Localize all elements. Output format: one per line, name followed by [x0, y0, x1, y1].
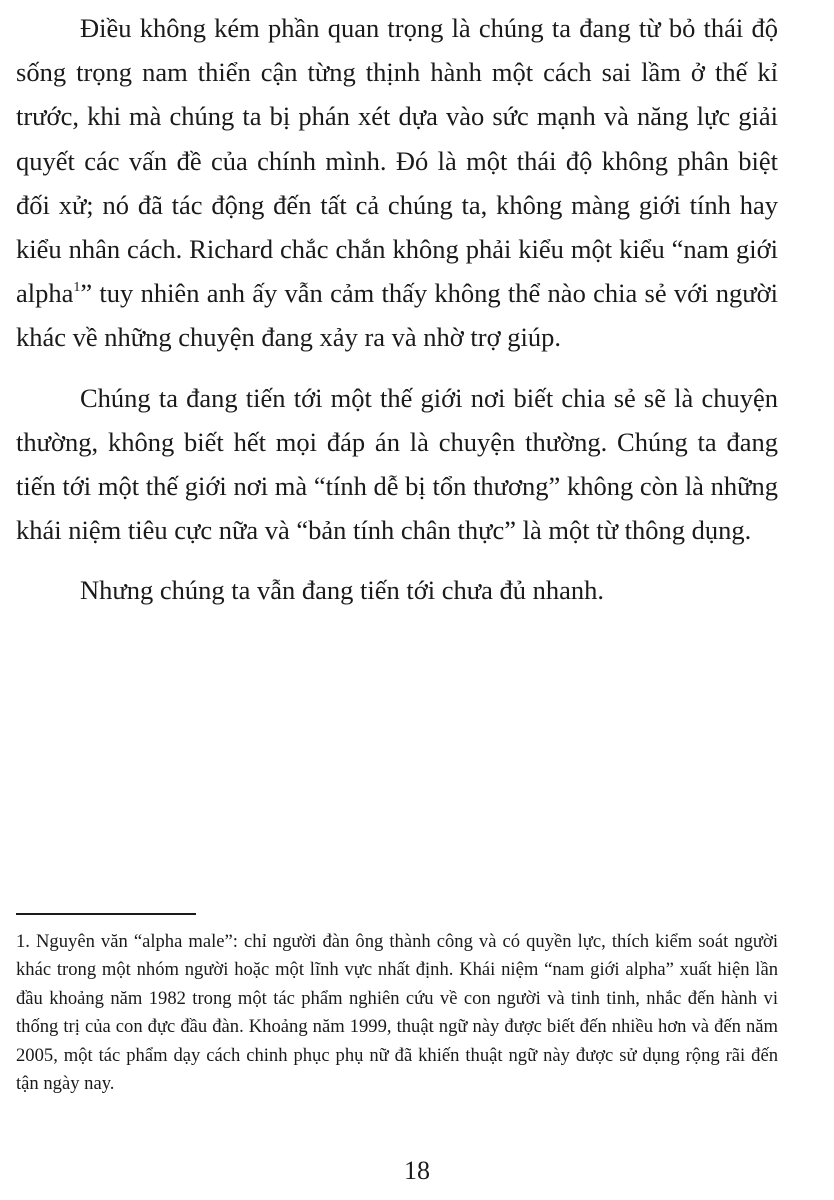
footnote-reference: 1 — [73, 280, 81, 296]
paragraph-1-text-b: ” tuy nhiên anh ấy vẫn cảm thấy không thể nào chia sẻ với người khác về những chuyện đang xảy ra và nhờ trợ giúp. — [16, 278, 778, 353]
main-text — [16, 6, 778, 629]
paragraph-1-text-a: Điều không kém phần quan trọng là chúng ta đang từ bỏ thái độ sống trọng nam thiển cận từng thịnh hành một cách sai lầm ở thế kỉ trước, khi mà chúng ta bị phán xét dựa vào sức mạnh và năng lực giải quyết các vấn đề của chính mình. Đó là một thái độ không phân biệt đối xử; nó đã tác động đến tất cả chúng ta, không màng giới tính hay kiểu nhân cách. Richard chắc chắn không phải kiểu một kiểu “nam giới alpha — [16, 13, 778, 309]
page-number: 18 — [404, 1156, 430, 1185]
footnote-divider — [16, 913, 196, 915]
paragraph-1 — [16, 6, 778, 360]
footnote: 1. Nguyên văn “alpha male”: chỉ người đàn ông thành công và có quyền lực, thích kiểm soát người khác trong một nhóm người hoặc một lĩnh vực nhất định. Khái niệm “nam giới alpha” xuất hiện lần đầu khoảng năm 1982 trong một tác phẩm nghiên cứu về con người và tinh tinh, nhắc đến hành vi thống trị của con đực đầu đàn. Khoảng năm 1999, thuật ngữ này được biết đến nhiều hơn và đến năm 2005, một tác phẩm dạy cách chinh phục phụ nữ đã khiến thuật ngữ này được sử dụng rộng rãi đến tận ngày nay. — [16, 931, 778, 1095]
paragraph-3: Nhưng chúng ta vẫn đang tiến tới chưa đủ nhanh. — [80, 575, 605, 606]
paragraph-2: Chúng ta đang tiến tới một thế giới nơi biết chia sẻ sẽ là chuyện thường, không biết hết mọi đáp án là chuyện thường. Chúng ta đang tiến tới một thế giới nơi mà “tính dễ bị tổn thương” không còn là những khái niệm tiêu cực nữa và “bản tính chân thực” là một từ thông dụng. — [16, 382, 778, 546]
